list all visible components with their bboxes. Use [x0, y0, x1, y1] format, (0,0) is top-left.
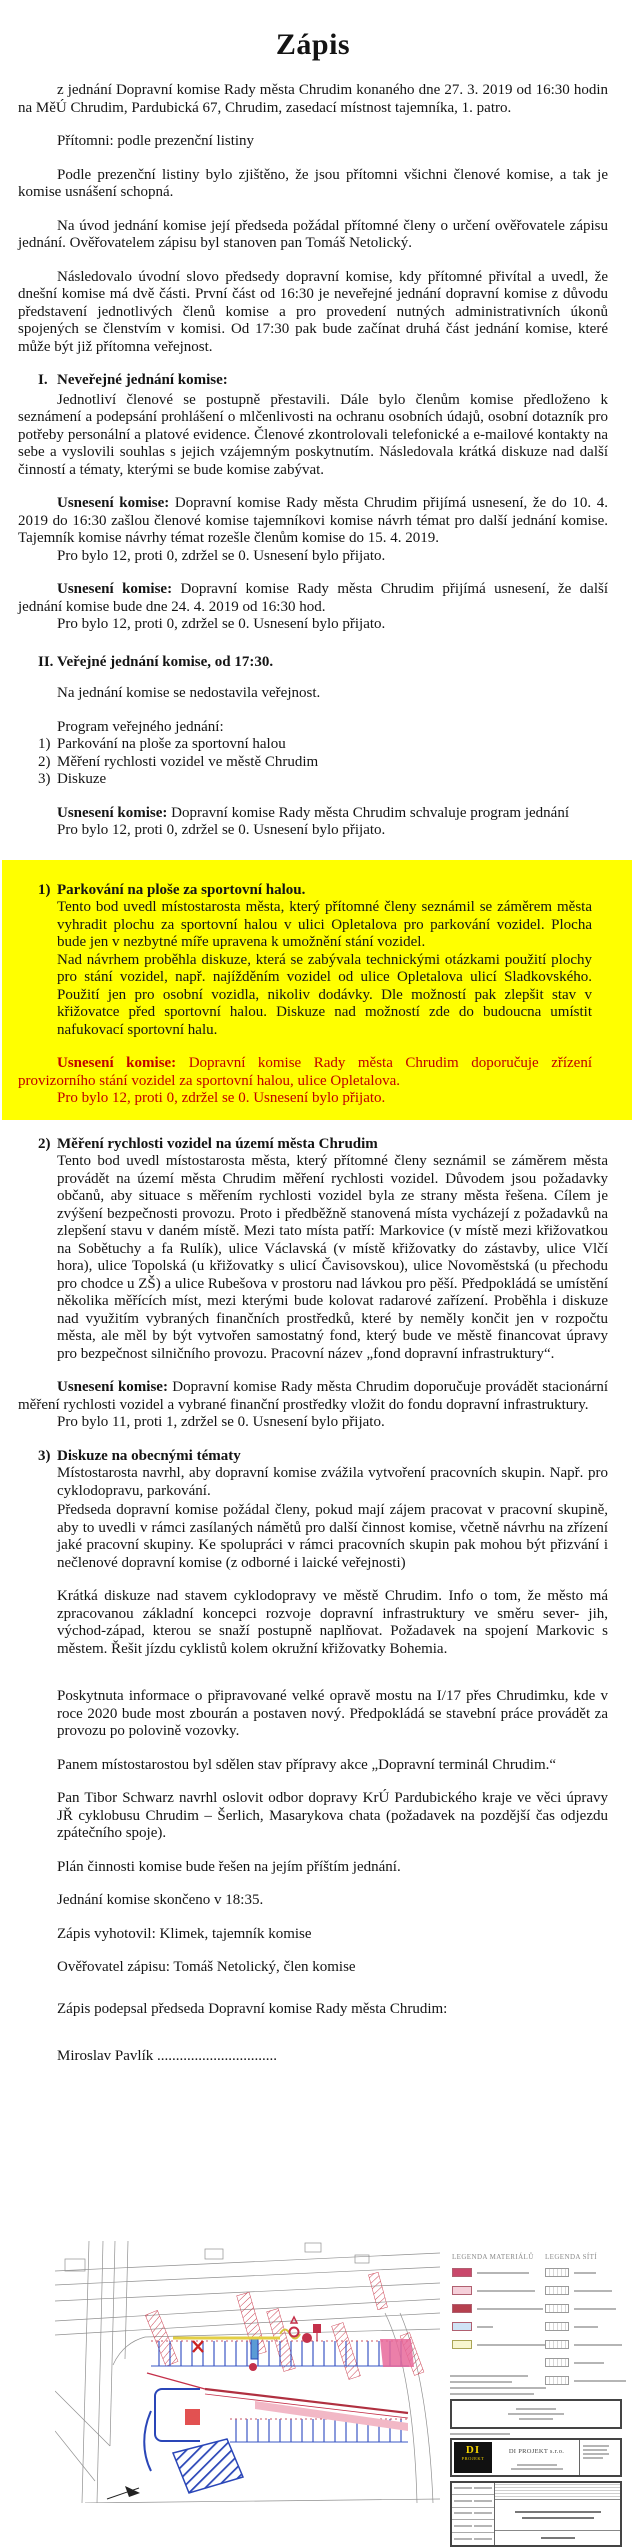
- legend-networks: [545, 2253, 626, 2394]
- resolution: Usnesení komise: Dopravní komise Rady města Chrudim doporučuje provádět stacionární měření rychlosti vozidel a vybrané finanční prostředky vložit do fondu dopravní infrastruktury.: [18, 1379, 609, 1413]
- program-item: 2) Měření rychlosti vozidel ve městě Chrudim: [38, 753, 319, 770]
- paragraph: Následovalo úvodní slovo předsedy dopravní komise, kdy přítomné přivítal a uvedl, že dnešní komise má dvě části. První část od 16:30 je neveřejné jednání dopravní komise z důvodu představení jednotlivých členů komise a pro provedení nutných administrativních úkonů spojených se členstvím v komisi. Od 17:30 pak bude začínat druhá část jednání komise, které může být již přítomna veřejnost.: [18, 268, 608, 355]
- legend-swatch: [545, 2322, 569, 2331]
- document-body: [0, 28, 640, 2066]
- title-block-company-row: [450, 2438, 622, 2477]
- drawing-title-block: [450, 2375, 622, 2547]
- legend-swatch: [452, 2286, 472, 2295]
- cadastral-lines: [55, 2241, 440, 2503]
- legend-material-item: [452, 2322, 549, 2331]
- closing-paragraph: Plán činnosti komise bude řešen na jejím příštím jednání.: [57, 1858, 401, 1875]
- legend-swatch: [545, 2358, 569, 2367]
- legend-network-item: [545, 2340, 626, 2349]
- closing-paragraph: Poskytnuta informace o připravované velké opravě mostu na I/17 přes Chrudimku, kde v roce 2020 bude most zbourán a postaven nový. Předpokládá se stavební práce provádět za provozu po polovině vozovky.: [57, 1688, 608, 1739]
- legend-swatch: [452, 2268, 472, 2277]
- title-block-table-main: [495, 2483, 620, 2545]
- scanned-minutes-page: [0, 28, 640, 2530]
- resolution-red: Usnesení komise: Dopravní komise Rady města Chrudim doporučuje zřízení provizorního stání vozidel za sportovní halou, ulice Opletalova.: [18, 1055, 593, 1089]
- vote-line-red: Pro bylo 12, proti 0, zdržel se 0. Usnesení bylo přijato.: [57, 1090, 386, 1106]
- agenda-item-1: 1) Parkování na ploše za sportovní halou. Tento bod uvedl místostarosta města, který přítomné členy seznámil se záměrem města vyhradit plochu za sportovní halou v ulici Opletalova pro parkování vozidel. Plocha bude jen v nezbytné míře upravena k umožnění stání vozidel. Nad návrhem proběhla diskuze, která se zabývala technickými otázkami použití plochy pro stání vozidel, např. najížděním vozidel od ulice Opletalova ulicí Sladkovského. Použití jen pro osobní vozidla, nikoliv dodávky. Dle možností pak zlepšit stav v křižovatce před sportovní halou. Diskuze nad možností zde do budoucna umístit nafukovací sportovní halu.: [38, 881, 592, 1038]
- closing-paragraph: Pan Tibor Schwarz navrhl oslovit odbor dopravy KrÚ Pardubického kraje ve věci úpravy JŘ cyklobusu Chrudim – Šerlich, Masarykova chata (požadavek na pozdější čas odjezdu zpátečního spoje).: [57, 1790, 608, 1841]
- title-block-info-box: [450, 2399, 622, 2429]
- agenda-item-1-heading: Parkování na ploše za sportovní halou.: [57, 881, 306, 898]
- no-public-line: Na jednání komise se nedostavila veřejnost.: [57, 685, 321, 701]
- parking-stall-rows: [151, 2341, 409, 2442]
- program-item: 1) Parkování na ploše za sportovní halou: [38, 736, 286, 752]
- company-name: DI PROJEKT s.r.o.: [508, 2448, 565, 2455]
- legend-material-item: [452, 2340, 549, 2349]
- legend-network-item: [545, 2358, 626, 2367]
- site-plan-drawing: [0, 2233, 640, 2523]
- vote-line: Pro bylo 11, proti 1, zdržel se 0. Usnesení bylo přijato.: [57, 1414, 385, 1430]
- legend-material-item: [452, 2268, 549, 2277]
- attendees-line: Přítomni: podle prezenční listiny: [57, 133, 255, 149]
- legend-materials-title: LEGENDA MATERIÁLŮ: [452, 2253, 534, 2261]
- legend-network-item: [545, 2304, 626, 2313]
- legend-networks-title: LEGENDA SÍTÍ: [545, 2253, 598, 2261]
- resolution: Usnesení komise: Dopravní komise Rady města Chrudim schvaluje program jednání: [57, 804, 570, 821]
- agenda-item-3: 3) Diskuze na obecnými tématy Místostarosta navrhl, aby dopravní komise zvážila vytvoření pracovních skupin. Např. pro cyklodopravu, parkování. Předseda dopravní komise požádal členy, pokud mají zájem pracovat v pracovní skupině, aby to uvedli v rámci zasílaných námětů pro další činnost komise, včetně návrhu na zřízení jaké pracovní skupiny. Ke spolupráci v rámci pracovních skupin pak mohou být přizvání i nečlenové dopravní komise (z odborné i laické veřejnosti) Krátká diskuze nad stavem cyklodopravy ve městě Chrudim. Info o tom, že město má zpracovanou základní koncepci rozvoje dopravní infrastruktury ve směru sever- jih, východ-západ, kterou se snaží postupně naplňovat. Požadavek na spojení Markovic s městem. Řešit jízdu cyklistů kolem okružní křižovatky Bohemia.: [38, 1447, 608, 1657]
- section1-heading: I. Neveřejné jednání komise:: [38, 372, 228, 388]
- legend-material-item: [452, 2304, 549, 2313]
- legend-network-item: [545, 2322, 626, 2331]
- north-arrow-icon: [107, 2486, 140, 2499]
- agenda-item-2-heading: Měření rychlosti vozidel na území města Chrudim: [57, 1135, 378, 1152]
- legend-swatch: [452, 2322, 472, 2331]
- section2-heading: II. Veřejné jednání komise, od 17:30.: [38, 653, 274, 670]
- meeting-end-line: Jednání komise skončeno v 18:35.: [57, 1892, 264, 1908]
- agenda-item-2: 2) Měření rychlosti vozidel na území města Chrudim Tento bod uvedl místostarosta města, který přítomné členy seznámil se záměrem města provádět na území města Chrudim měření rychlosti vozidel. Důvodem jsou požadavky občanů, aby situace s měřením rychlosti vozidel byla ze strany města řešena. Cílem je zvýšení bezpečnosti provozu. Proto i předběžně stanovená místa vycházejí z požadavků na zlepšení stavu v daném místě. Mezi tato místa patří: Markovice (v místě mezi křižovatkou na Sobětuchy a fa Rulík), ulice Václavská (v místě křižovatky do zástavby, ulice Vlčí hora), ulice Topolská (u křižovatky s ulicí Čavisovskou), ulice Novoměstská (u přechodu pro chodce u ZŠ) a ulice Rubešova v prostoru nad lávkou pro pěší. Předpokládá se umístění několika měřících míst, mezi kterými bude kolovat radarové zařízení. Proběhla i diskuze nad využitím vybraných finančních prostředků, které by neměly končit jen v rozpočtu města, ale měl by být vytvořen samostatný fond, který bude ve městě financovat úpravy pro bezpečnost silničního provozu. Pracovní název „fond dopravní infrastruktury“.: [38, 1135, 608, 1362]
- signed-by-line: Zápis podepsal předseda Dopravní komise Rady města Chrudim:: [57, 2000, 448, 2017]
- section1-body: Jednotliví členové se postupně přestavili. Dále bylo členům komise předloženo k seznámení a podepsání prohlášení o mlčenlivosti na ochranu osobních údajů, osobní dotazník pro potřeby personální a platové evidence. Členové zkontrolovali telefonické a e-mailové kontakty na sebe a vyslovili souhlas s jejich vzájemným poskytnutím. Následovala krátká diskuze nad další činností a tématy, kterými se bude komise zabývat.: [18, 391, 608, 478]
- site-plan-map: [55, 2241, 440, 2503]
- verifier-line: Ověřovatel zápisu: Tomáš Netolický, člen komise: [57, 1959, 356, 1975]
- company-cell: [494, 2440, 579, 2475]
- title-block-table: [450, 2481, 622, 2547]
- paragraph: Na úvod jednání komise její předseda požádal přítomné členy o určení ověřovatele zápisu jednání. Ověřovatelem zápisu byl stanoven pan Tomáš Netolický.: [18, 217, 608, 251]
- legend-network-item: [545, 2268, 626, 2277]
- title-block-subline: [450, 2433, 622, 2435]
- program-title: Program veřejného jednání:: [57, 718, 224, 735]
- legend-material-item: [452, 2286, 549, 2295]
- paragraph: Podle prezenční listiny bylo zjištěno, že jsou přítomni všichni členové komise, a tak je komise usnášení schopná.: [18, 166, 608, 200]
- title-block-notes: [450, 2375, 622, 2395]
- legend-network-item: [545, 2286, 626, 2295]
- legend-swatch: [545, 2304, 569, 2313]
- legend-swatch: [452, 2340, 472, 2349]
- vote-line: Pro bylo 12, proti 0, zdržel se 0. Usnesení bylo přijato.: [57, 822, 386, 838]
- di-projekt-logo: DI PROJEKT: [454, 2442, 492, 2473]
- vote-line: Pro bylo 12, proti 0, zdržel se 0. Usnesení bylo přijato.: [57, 616, 386, 632]
- page-title: Zápis: [275, 28, 351, 61]
- legend-swatch: [545, 2340, 569, 2349]
- agenda-item-3-heading: Diskuze na obecnými tématy: [57, 1447, 241, 1464]
- legend-swatch: [545, 2286, 569, 2295]
- recorder-line: Zápis vyhotovil: Klimek, tajemník komise: [57, 1925, 312, 1942]
- resolution: Usnesení komise: Dopravní komise Rady města Chrudim přijímá usnesení, že další jednání komise bude dne 24. 4. 2019 od 16:30 hod.: [18, 581, 609, 615]
- title-block-table-left: [452, 2483, 495, 2545]
- legend-materials: [452, 2253, 549, 2358]
- signature-line: Miroslav Pavlík ................................: [57, 2048, 277, 2064]
- resolution: Usnesení komise: Dopravní komise Rady města Chrudim přijímá usnesení, že do 10. 4. 2019 do 16:30 zašlou členové komise tajemníkovi komise návrh témat pro další jednání komise. Tajemník komise návrhy témat rozešle členům komise do 15. 4. 2019.: [18, 495, 608, 546]
- intro-paragraph: z jednání Dopravní komise Rady města Chrudim konaného dne 27. 3. 2019 od 16:30 hodin na MěÚ Chrudim, Pardubická 67, Chrudim, zasedací místnost tajemníka, 1. patro.: [18, 82, 608, 116]
- legend-swatch: [452, 2304, 472, 2313]
- stamp-cell: [579, 2440, 620, 2475]
- program-item: 3) Diskuze: [38, 771, 107, 787]
- highlighted-agenda-item-1: [2, 860, 632, 1120]
- closing-paragraph: Panem místostarostou byl sdělen stav přípravy akce „Dopravní terminál Chrudim.“: [57, 1756, 557, 1773]
- legend-swatch: [545, 2268, 569, 2277]
- site-plan-svg: [55, 2241, 440, 2503]
- vote-line: Pro bylo 12, proti 0, zdržel se 0. Usnesení bylo přijato.: [57, 547, 386, 564]
